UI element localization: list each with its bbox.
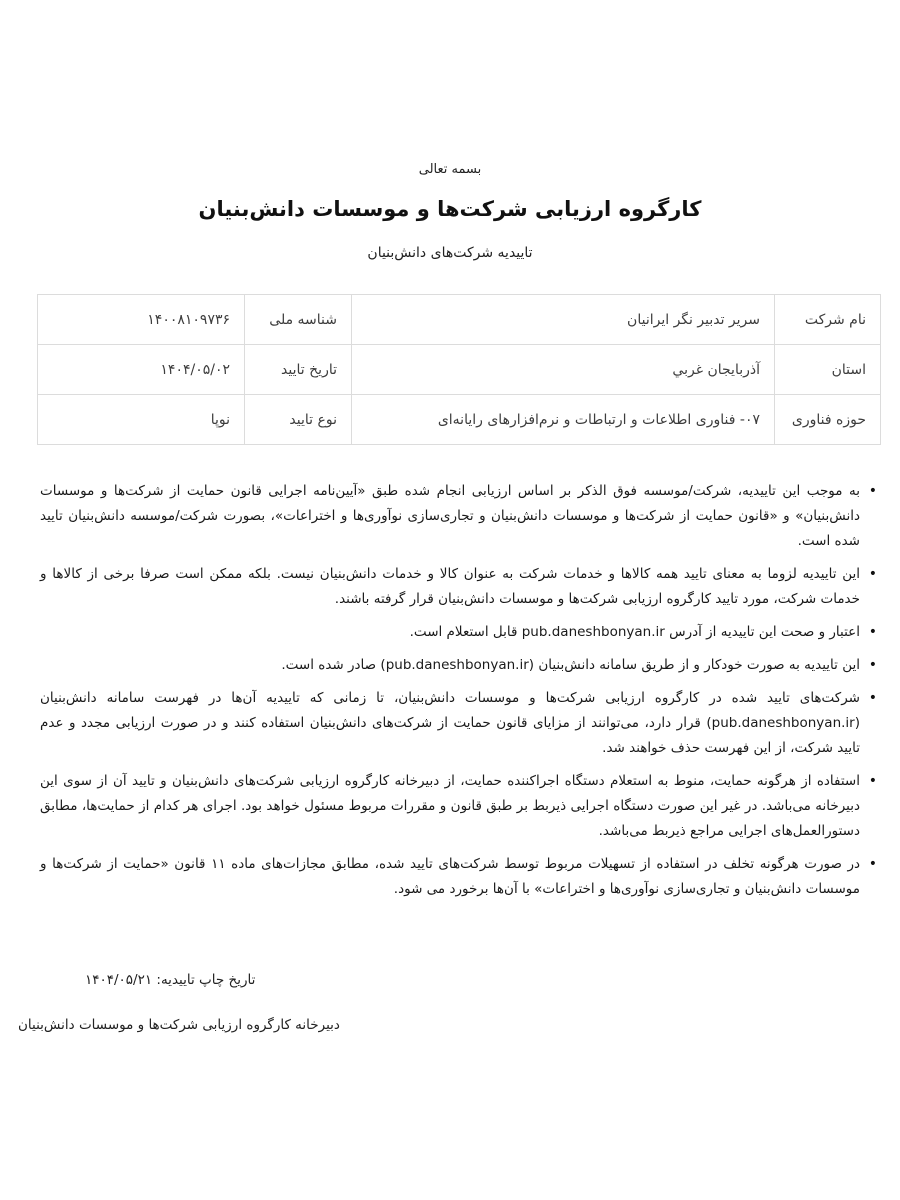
bullet-item-scope-limitation: • این تاییدیه لزوما به معنای تایید همه کالاها و خدمات شرکت به عنوان کالا و خدمات دانش‌بنیان نیست. بلکه ممکن است صرفا برخی از کالاها و خدمات شرکت، مورد تایید کارگروه ارزیابی شرکت‌ها و موسسات دانش‌بنیان قرار گرفته باشند. bbox=[40, 562, 860, 612]
approval-date-value: ۱۴۰۴/۰۵/۰۲ bbox=[38, 345, 245, 395]
besmele-text: بسمه تعالی bbox=[418, 162, 482, 177]
national-id-value: ۱۴۰۰۸۱۰۹۷۳۶ bbox=[38, 295, 245, 345]
secretariat-signature: دبیرخانه کارگروه ارزیابی شرکت‌ها و موسسات دانش‌بنیان bbox=[18, 1017, 340, 1033]
bullet-item-approval-basis: • به موجب این تاییدیه، شرکت/موسسه فوق الذکر بر اساس ارزیابی انجام شده طبق «آیین‌نامه اجرایی قانون حمایت از شرکت‌ها و موسسات دانش‌بنیان» و «قانون حمایت از شرکت‌ها و موسسات دانش‌بنیان و تجاری‌سازی نوآوری‌ها و اختراعات»، بصورت شرکت/موسسه دانش‌بنیان تایید شده است. bbox=[40, 479, 860, 554]
print-date: تاریخ چاپ تاییدیه: ۱۴۰۴/۰۵/۲۱ bbox=[85, 972, 256, 988]
certificate-table bbox=[37, 294, 881, 445]
approval-date-label: تاریخ تایید bbox=[245, 345, 352, 395]
bullet-list bbox=[40, 479, 860, 902]
company-name-label: نام شرکت bbox=[775, 295, 881, 345]
bullet-item-automatic-issuance: • این تاییدیه به صورت خودکار و از طریق سامانه دانش‌بنیان (pub.daneshbonyan.ir) صادر شده است. bbox=[40, 653, 860, 678]
table-row-company bbox=[38, 295, 881, 345]
technology-field-value: ۰۷- فناوری اطلاعات و ارتباطات و نرم‌افزارهای رایانه‌ای bbox=[352, 395, 775, 445]
technology-field-label: حوزه فناوری bbox=[775, 395, 881, 445]
national-id-label: شناسه ملی bbox=[245, 295, 352, 345]
company-name-value: سریر تدبیر نگر ایرانیان bbox=[352, 295, 775, 345]
page-title: کارگروه ارزیابی شرکت‌ها و موسسات دانش‌بنیان bbox=[198, 197, 702, 221]
province-label: استان bbox=[775, 345, 881, 395]
bullet-item-support-inquiry: • استفاده از هرگونه حمایت، منوط به استعلام دستگاه اجراکننده حمایت، از دبیرخانه کارگروه ارزیابی شرکت‌های دانش‌بنیان و تایید آن از سوی این دبیرخانه می‌باشد. در غیر این صورت دستگاه اجرایی ذیربط بر طبق قانون و مقررات مربوط مسئول خواهد بود. اجرای هر کدام از حمایت‌ها، مطابق دستورالعمل‌های اجرایی مراجع ذیربط می‌باشد. bbox=[40, 769, 860, 844]
table-row-technology bbox=[38, 395, 881, 445]
approval-type-label: نوع تایید bbox=[245, 395, 352, 445]
approval-type-value: نوپا bbox=[38, 395, 245, 445]
bullet-item-violation-penalty: • در صورت هرگونه تخلف در استفاده از تسهیلات مربوط توسط شرکت‌های تایید شده، مطابق مجازات‌های ماده ۱۱ قانون «حمایت از شرکت‌ها و موسسات دانش‌بنیان و تجاری‌سازی نوآوری‌ها و اختراعات» با آن‌ها برخورد می شود. bbox=[40, 852, 860, 902]
bullet-item-listing-validity: • شرکت‌های تایید شده در کارگروه ارزیابی شرکت‌ها و موسسات دانش‌بنیان، تا زمانی که تاییدیه آن‌ها در فهرست سامانه دانش‌بنیان (pub.daneshbonyan.ir) قرار دارد، می‌توانند از مزایای قانون حمایت از شرکت‌های دانش‌بنیان استفاده کنند و در صورت ارزیابی مجدد و عدم تایید شرکت، از این فهرست حذف خواهند شد. bbox=[40, 686, 860, 761]
bullet-item-verification-address: • اعتبار و صحت این تاییدیه از آدرس pub.daneshbonyan.ir قابل استعلام است. bbox=[40, 620, 860, 645]
table-row-province bbox=[38, 345, 881, 395]
province-value: آذربايجان غربي bbox=[352, 345, 775, 395]
page-subtitle: تاییدیه شرکت‌های دانش‌بنیان bbox=[367, 245, 533, 261]
